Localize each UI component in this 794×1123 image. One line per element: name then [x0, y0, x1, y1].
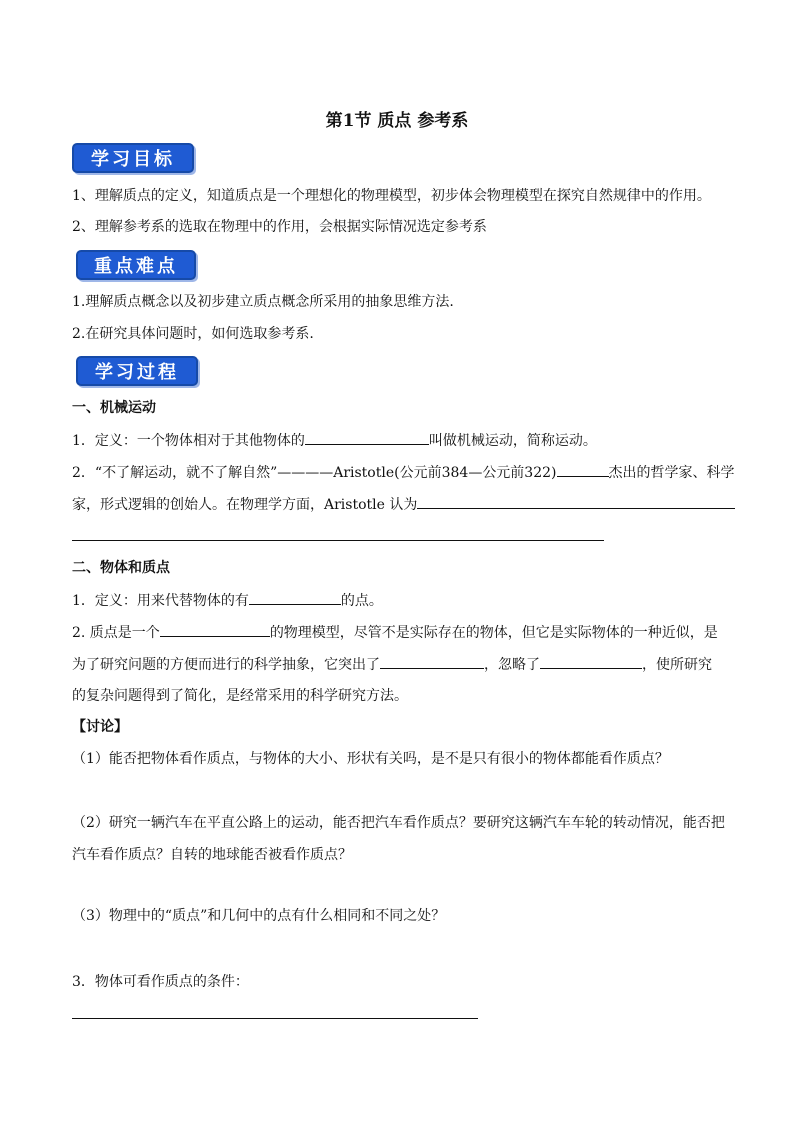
particle-model-blank-3[interactable]	[540, 654, 642, 669]
motion-definition-text-b: 叫做机械运动，简称运动。	[428, 433, 597, 449]
aristotle-blank-2[interactable]	[417, 494, 735, 509]
particle-model-text-e: ，使所研究	[642, 657, 712, 673]
particle-model-line-2	[72, 654, 712, 675]
particle-model-text-d: ，忽略了	[484, 657, 540, 673]
goal-2: 2、理解参考系的选取在物理中的作用，会根据实际情况选定参考系	[72, 219, 487, 235]
answer-line-1[interactable]	[72, 540, 604, 541]
learning-process-banner: 学习过程	[76, 356, 198, 386]
motion-definition	[72, 430, 597, 451]
discussion-question-2a: （2）研究一辆汽车在平直公路上的运动，能否把汽车看作质点？要研究这辆汽车车轮的转动情况，能否把	[72, 815, 725, 831]
particle-heading: 二、物体和质点	[72, 560, 170, 576]
particle-definition	[72, 590, 383, 611]
key-points-banner: 重点难点	[76, 250, 196, 280]
aristotle-line	[72, 462, 735, 483]
answer-line-2[interactable]	[72, 1018, 478, 1019]
particle-definition-text-b: 的点。	[340, 593, 383, 609]
particle-definition-text-a: 1．定义：用来代替物体的有	[72, 593, 249, 609]
aristotle-text-c: 家，形式逻辑的创始人。在物理学方面，Aristotle 认为	[72, 497, 418, 513]
key-point-2: 2.在研究具体问题时，如何选取参考系.	[72, 326, 314, 342]
aristotle-blank-1[interactable]	[557, 462, 609, 477]
discussion-heading: 【讨论】	[72, 719, 128, 735]
motion-definition-blank[interactable]	[305, 430, 429, 445]
particle-model-blank-1[interactable]	[160, 622, 270, 637]
particle-model-text-c: 为了研究问题的方便而进行的科学抽象，它突出了	[72, 657, 380, 673]
motion-definition-text-a: 1．定义：一个物体相对于其他物体的	[72, 433, 305, 449]
particle-model-line-3: 的复杂问题得到了简化，是经常采用的科学研究方法。	[72, 688, 408, 704]
particle-model-blank-2[interactable]	[380, 654, 484, 669]
page-title: 第1节 质点 参考系	[325, 111, 469, 131]
discussion-question-1: （1）能否把物体看作质点，与物体的大小、形状有关吗，是不是只有很小的物体都能看作质点？	[72, 751, 669, 767]
key-point-1: 1.理解质点概念以及初步建立质点概念所采用的抽象思维方法.	[72, 294, 454, 310]
discussion-question-3: （3）物理中的“质点”和几何中的点有什么相同和不同之处？	[72, 908, 446, 924]
goal-1: 1、理解质点的定义，知道质点是一个理想化的物理模型，初步体会物理模型在探究自然规律中的作用。	[72, 188, 711, 204]
learning-goals-banner: 学习目标	[72, 143, 194, 173]
particle-model-text-b: 的物理模型，尽管不是实际存在的物体，但它是实际物体的一种近似，是	[269, 625, 718, 641]
mechanical-motion-heading: 一、机械运动	[72, 400, 156, 416]
aristotle-text-b: 杰出的哲学家、科学	[608, 465, 735, 481]
particle-condition-prompt: 3．物体可看作质点的条件：	[72, 974, 249, 990]
particle-model-text-a: 2. 质点是一个	[72, 625, 160, 641]
aristotle-line-2	[72, 494, 735, 515]
discussion-question-2b: 汽车看作质点？自转的地球能否被看作质点？	[72, 847, 352, 863]
particle-definition-blank[interactable]	[249, 590, 341, 605]
particle-model-line-1	[72, 622, 718, 643]
aristotle-text-a: 2．“不了解运动，就不了解自然”————Aristotle(公元前384—公元前322)	[72, 465, 557, 481]
